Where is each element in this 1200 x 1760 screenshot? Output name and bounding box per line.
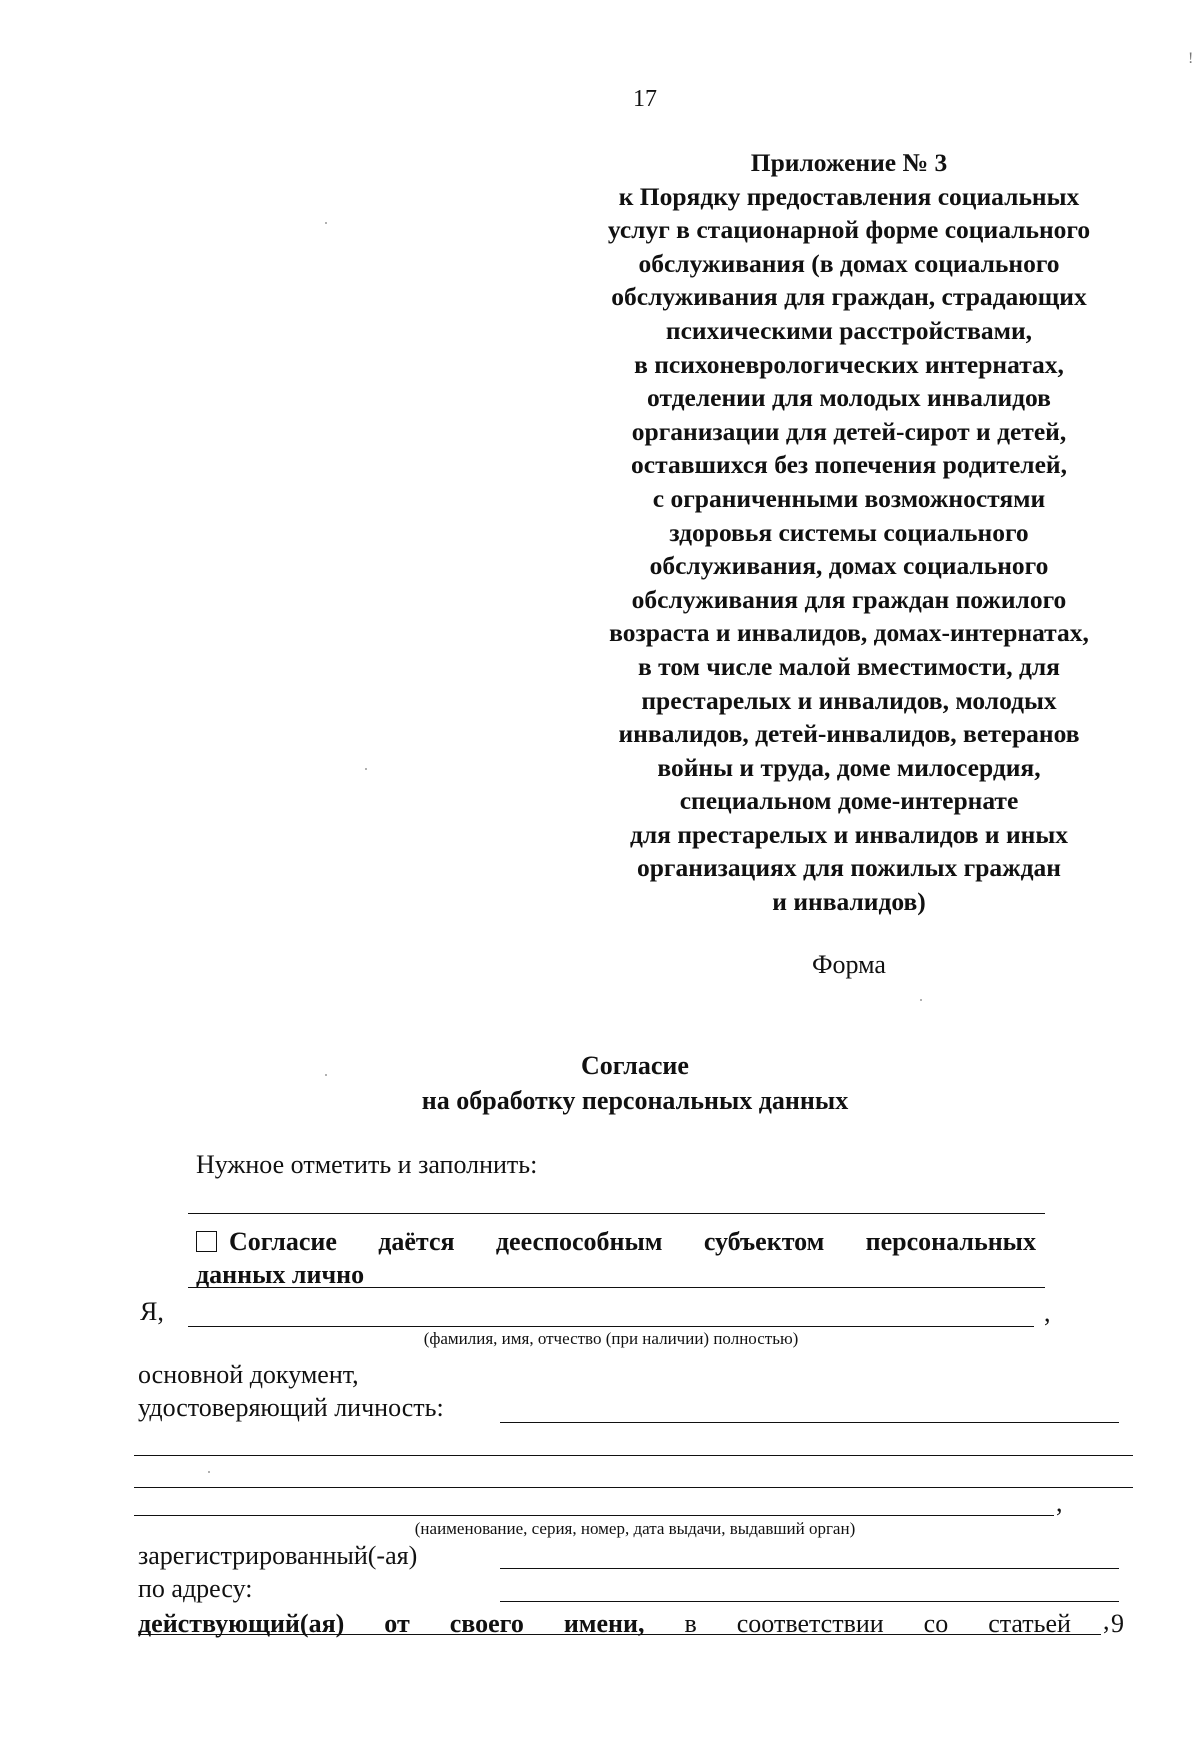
last-line-word-9: 9 (1110, 1609, 1124, 1638)
appendix-line: обслуживания для граждан пожилого (631, 584, 1067, 614)
option-bottom-rule (188, 1287, 1045, 1288)
appendix-line: к Порядку предоставления социальных (618, 181, 1080, 211)
last-line-word-4: имени, (563, 1609, 645, 1638)
consent-option-word-2: даётся (378, 1227, 455, 1256)
identity-document-hint: (наименование, серия, номер, дата выдачи, выдавший орган) (414, 1519, 856, 1538)
instruction-text: Нужное отметить и заполнить: (196, 1150, 538, 1179)
appendix-line: инвалидов, детей-инвалидов, ветеранов (618, 719, 1080, 749)
appendix-line: войны и труда, доме милосердия, (657, 752, 1041, 782)
appendix-line: престарелых и инвалидов, молодых (641, 685, 1057, 715)
consent-option[interactable] (196, 1225, 1036, 1291)
registration-address-field-line-2[interactable] (500, 1601, 1119, 1602)
appendix-line: и инвалидов) (772, 887, 926, 917)
consent-option-word-4: субъектом (703, 1227, 825, 1256)
appendix-line: специальном доме-интернате (679, 786, 1019, 816)
consent-option-word-5: персональных (865, 1227, 1036, 1256)
option-top-rule (188, 1213, 1045, 1214)
consent-option-first (196, 1225, 337, 1258)
appendix-line: здоровья системы социального (669, 517, 1029, 547)
scan-speck (325, 1074, 327, 1076)
identity-document-field-line-2[interactable] (134, 1455, 1133, 1456)
registration-label-line-1: зарегистрированный(-ая) (138, 1541, 418, 1570)
appendix-line: обслуживания для граждан, страдающих (611, 282, 1087, 312)
appendix-line: возраста и инвалидов, домах-интернатах, (609, 618, 1089, 648)
registration-label-line-2: по адресу: (138, 1574, 253, 1603)
i-label: Я, (140, 1297, 164, 1326)
appendix-line: организациях для пожилых граждан (637, 853, 1061, 883)
scan-speck (208, 1471, 210, 1473)
consent-option-word-3: дееспособным (495, 1227, 663, 1256)
full-name-hint: (фамилия, имя, отчество (при наличии) полностью) (423, 1329, 799, 1348)
consent-checkbox[interactable] (196, 1231, 217, 1252)
document-title-line-2: на обработку персональных данных (421, 1086, 849, 1115)
identity-document-field[interactable] (500, 1422, 1119, 1423)
registration-address-field[interactable] (500, 1568, 1119, 1569)
appendix-line: услуг в стационарной форме социального (607, 215, 1091, 245)
consent-option-row (196, 1225, 1036, 1258)
appendix-line: обслуживания (в домах социального (638, 248, 1060, 278)
full-name-field[interactable] (188, 1326, 1034, 1327)
appendix-line: в том числе малой вместимости, для (638, 651, 1060, 681)
appendix-line: в психоневрологических интернатах, (634, 349, 1064, 379)
page-edge-mark: ! (1188, 50, 1194, 67)
last-line-word-5: в (684, 1609, 697, 1638)
appendix-line: с ограниченными возможностями (652, 483, 1046, 513)
last-line-word-1: действующий(ая) (138, 1609, 345, 1638)
appendix-line: организации для детей-сирот и детей, (631, 416, 1067, 446)
appendix-line: психическими расстройствами, (665, 315, 1033, 345)
acting-on-own-behalf-line (138, 1609, 1124, 1639)
document-comma: , (1056, 1488, 1063, 1517)
scan-speck (920, 999, 922, 1001)
appendix-line: для престарелых и инвалидов и иных (629, 819, 1069, 849)
document-label-line-1: основной документ, (138, 1360, 359, 1389)
document-title-line-1: Согласие (581, 1051, 689, 1080)
last-line-word-7: со (923, 1609, 949, 1638)
document-title (0, 1048, 1200, 1118)
identity-document-field-line-3[interactable] (134, 1487, 1133, 1488)
scan-speck (365, 768, 367, 770)
identity-document-field-line-4[interactable] (134, 1515, 1054, 1516)
appendix-line: оставшихся без попечения родителей, (631, 450, 1067, 480)
appendix-line: обслуживания, домах социального (649, 551, 1049, 581)
consent-option-word-1: Согласие (229, 1227, 337, 1256)
appendix-heading (560, 146, 1138, 919)
name-comma: , (1044, 1298, 1051, 1327)
last-line-word-8: статьей (988, 1609, 1071, 1638)
scan-speck (325, 222, 327, 224)
form-label: Форма (812, 950, 886, 979)
last-line-word-3: своего (449, 1609, 524, 1638)
appendix-line: отделении для молодых инвалидов (647, 383, 1051, 413)
last-line-word-2: от (384, 1609, 410, 1638)
document-label-line-2: удостоверяющий личность: (138, 1393, 444, 1422)
consent-option-line-2: данных лично (196, 1260, 365, 1289)
address-comma: , (1103, 1606, 1110, 1635)
last-line-word-6: соответствии (736, 1609, 884, 1638)
appendix-title: Приложение № 3 (750, 148, 948, 177)
page-number: 17 (633, 86, 657, 112)
